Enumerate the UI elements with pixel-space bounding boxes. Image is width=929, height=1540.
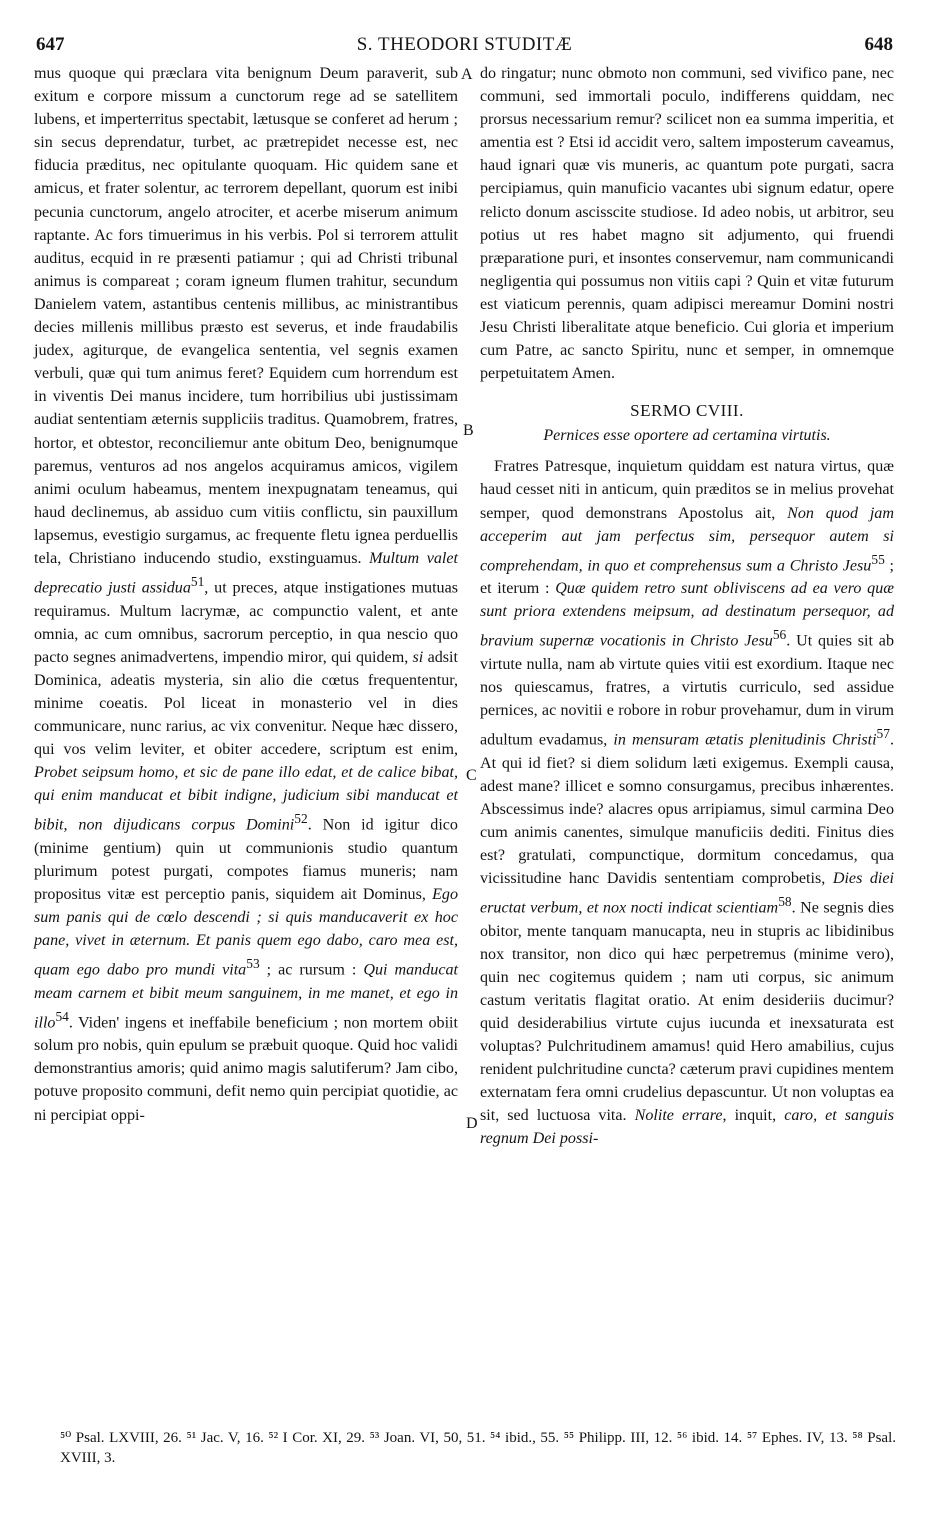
footnotes: ⁵⁰ Psal. LXVIII, 26. ⁵¹ Jac. V, 16. ⁵² I Cor. XI, 29. ⁵³ Joan. VI, 50, 51. ⁵⁴ ibid., 55. ⁵⁵ Philipp. III, 12. ⁵⁶ ibid. 14. ⁵⁷ Ephes. IV, 13. ⁵⁸ Psal. XVIII, 3. xyxy=(60,1430,896,1466)
scripture-quote: Quæ quidem retro sunt obliviscens ad ea vero quæ sunt priora extendens meipsum, ad destinatum persequor, ad bravium supernæ vocationis in Christo Jesu xyxy=(480,580,894,650)
scripture-quote: Ego sum panis qui de cœlo descendi ; si quis manducaverit ex hoc pane, vivet in æternum. Et panis quem ego dabo, caro mea est, quam ego dabo pro mundi vita xyxy=(34,886,458,979)
footnote-ref: 51 xyxy=(190,574,205,590)
scripture-quote: Non quod jam acceperim aut jam perfectus sim, persequor autem si comprehendam, in quo et comprehensus sum a Christo Jesu xyxy=(480,504,894,575)
scripture-quote: Nolite errare xyxy=(634,1107,723,1125)
page-number-right: 648 xyxy=(864,34,893,55)
scripture-quote: in mensuram ætatis plenitudinis Christi xyxy=(613,731,877,749)
scripture-quote: Dies diei eructat verbum, et nox nocti indicat scientiam xyxy=(480,869,895,917)
text-segment: ; ac rursum : xyxy=(259,961,364,979)
continued-paragraph: do ringatur; nunc obmoto non communi, sed vivifico pane, nec communi, sed immortali poculo, indifferens quiddam, nec prorsus necessarium remur? scilicet non ea summa imperitia, et amentia est ? Etsi id accidit vero, saltem imposterum caveamus, haud ignari quæ vis muneris, ac quantum pote purgati, sacra percipiamus, quin manuficio vacantes ubi signum edatur, opere relicto donum ascisscite studiose. Id adeo nobis, ut arbitror, seu potius ut res habet magno sit adjumento, qui fruendi præparatione puri, et insontes conservemur, nam communicandi negligentia qui possumus non vitiis capi ? Quin et vitæ futurum est viaticum perennis, quam adipisci mereamur Domini nostri Jesu Christi liberalitate atque beneficio. Cui gloria et imperium cum Patre, ac sancto Spiritu, nunc et semper, in omnemque perpetuitatem Amen. xyxy=(480,65,894,383)
right-column xyxy=(480,62,894,1150)
footnote-ref: 54 xyxy=(55,1008,69,1024)
text-segment: , inquit, xyxy=(722,1107,785,1125)
text-segment: , ut preces, atque instigationes mutuas requiramus. Multum lacrymæ, ac compunctio valent, et ante omnia, ac cum omnibus, sacrorum perceptio, in qua nescio quo pacto segnes animadvertens, impendio miror, qui quidem, xyxy=(34,579,458,666)
text-segment: adsit Dominica, adeatis mysteria, sin alio die cœtus frequententur, minime coeatis. Pol liceat in monasterio vel in dies communicare, nunc rarius, ac vix convenitur. Neque hæc dissero, qui vos velim leviter, et obiter accedere, scriptum est enim, xyxy=(34,648,458,759)
scripture-quote: caro, et sanguis regnum Dei possi- xyxy=(480,1107,894,1148)
left-column xyxy=(34,62,458,1127)
section-marker-b: B xyxy=(463,422,474,439)
scripture-quote: Probet seipsum homo, et sic de pane illo edat, et de calice bibat, qui enim manducat et bibit indigne, judicium sibi manducat et bibit, non dijudicans corpus Domini xyxy=(34,764,458,834)
text-segment: . At qui id fiet? si diem solidum læti exigemus. Exempli causa, adest mane? illicet e somno consurgamus, precibus inhærentes. Abscessimus inde? alacres opus arripiamus, simul carmina Deo cum animis canentes, simulque manuficiis dediti. Finitus dies est? gratulati, compunctique, dormitum concedamus, qua vicissitudine hanc Davidis sententiam comprobetis, xyxy=(480,731,894,887)
scripture-quote: Multum valet deprecatio justi assidua xyxy=(34,549,458,597)
left-column-text xyxy=(34,62,458,1127)
footnote-ref: 58 xyxy=(778,894,792,910)
scripture-quote: Qui manducat meam carnem et bibit meum sanguinem, in me manet, et ego in illo xyxy=(34,961,458,1032)
page-number-left: 647 xyxy=(36,34,65,55)
text-segment: Fratres Patresque, inquietum quiddam est natura virtus, quæ haud cesset niti in anticum, quin præditos se in melius provehat semper, quod demonstrans Apostolus ait, xyxy=(480,458,894,522)
text-segment: . Ut quies sit ab virtute nulla, nam ab virtute quies vitii est exordium. Itaque nec nos quiescamus, fratres, a virtutis curriculo, sed assidue pernices, ac novitii e robore in robur provehamur, dum in virum adultum evadamus, xyxy=(480,632,895,749)
sermon-body xyxy=(480,455,894,1150)
text-segment: . Ne segnis dies obitor, mente tanquam manucapta, neu in stupris ac libidinibus nox transitor, non dico qui hæc perpetremus (minime vero), quin nec cogitemus quidem ; nam uti corpus, sic animum castum veritatis flagitat oratio. At enim desideriis ducimur? quid desiderabilius virtute cujus iucunda et inexsaturata est voluptas? Pulchritudinem amamus! quid Hero amabilius, cujus renident pulchritudine cuncta? cæterum pravi cupidines mentem externatam fera omni crudelius depascuntur. Ut non voluptas ea sit, sed luctuosa vita. xyxy=(480,899,894,1125)
running-title: S. THEODORI STUDITÆ xyxy=(356,34,573,55)
footnote-ref: 55 xyxy=(871,551,885,567)
text-segment: mus quoque qui præclara vita benignum Deum paraverit, sub exitum e corpore missum a cunctorum rege ad se satellitem lubens, et imperterritus spectabit, lætusque se conferet ad herum ; sin secus deprendatur, turbet, ac prætrepidet necesse est, nec fiducia præditus, nec opitulante quoquam. Hic quidem sane et amicus, et frater solentur, ac terrorem depellant, quorum est inibi pecunia cunctorum, angelo atrociter, et acerbe miserum animum raptante. Ac fors timuerimus in his verbis. Pol si terrorem attulit auditus, ecquid in re præsenti patiamur ; qui ad Christi tribunal animus is compareat ; coram igneum flumen trahitur, secundum Danielem vatem, astantibus centenis millibus, ac ministrantibus decies millenis millibus præsto est severus, et inde fraudabilis judex, agiturque, de evangelica sententia, vel segnis examen verbuli, quæ qui tum animus feret? Equidem cum horrendum est in viventis Dei manus incidere, tum horribilius ubi justissimam audiat sententiam æternis suppliciis traditus. Quamobrem, fratres, hortor, et obtestor, reconciliemur ante obitum Deo, benignumque paremus, venturos ad nos angelos acquiramus amicos, vigilem animi oculum habeamus, mentem inexpugnatam teneamus, qui haud declinemus, ab assiduo cum vitiis conflictu, sin pauxillum lapsemus, evestigio surgamus, ac frequente fletu ignea perduellis tela, Christiano inducendo studio, exstinguamus. xyxy=(34,65,458,567)
text-segment: . Non id igitur dico (minime gentium) quin ut communionis studio quantum plurimum potest purgati, compotes fiamus muneris; nam propositus vitæ est perceptio panis, siquidem ait Dominus, xyxy=(34,816,458,903)
section-marker-a: A xyxy=(461,66,473,83)
sermon-subtitle: Pernices esse oportere ad certamina virtutis. xyxy=(543,427,831,445)
footnote-ref: 52 xyxy=(294,811,308,827)
footnote-ref: 56 xyxy=(772,627,787,643)
footnote-ref: 53 xyxy=(246,956,260,972)
section-marker-d: D xyxy=(466,1115,478,1132)
page-header xyxy=(36,34,893,64)
footnote-ref: 57 xyxy=(876,726,890,742)
italic-word: si xyxy=(412,648,424,666)
section-marker-c: C xyxy=(466,767,477,784)
text-segment: . Viden' ingens et ineffabile beneficium ; non mortem obiit solum pro nobis, quin epulum se præbuit quoque. Quid hoc validi demonstrantius amoris; quid animo magis salutiferum? Jam cibo, potuve proposito communi, defit nemo quin percipiat quotidie, ac ni percipiat oppi- xyxy=(34,1014,458,1124)
text-segment: ; et iterum : xyxy=(480,557,894,598)
sermon-title: SERMO CVIII. xyxy=(630,401,744,421)
